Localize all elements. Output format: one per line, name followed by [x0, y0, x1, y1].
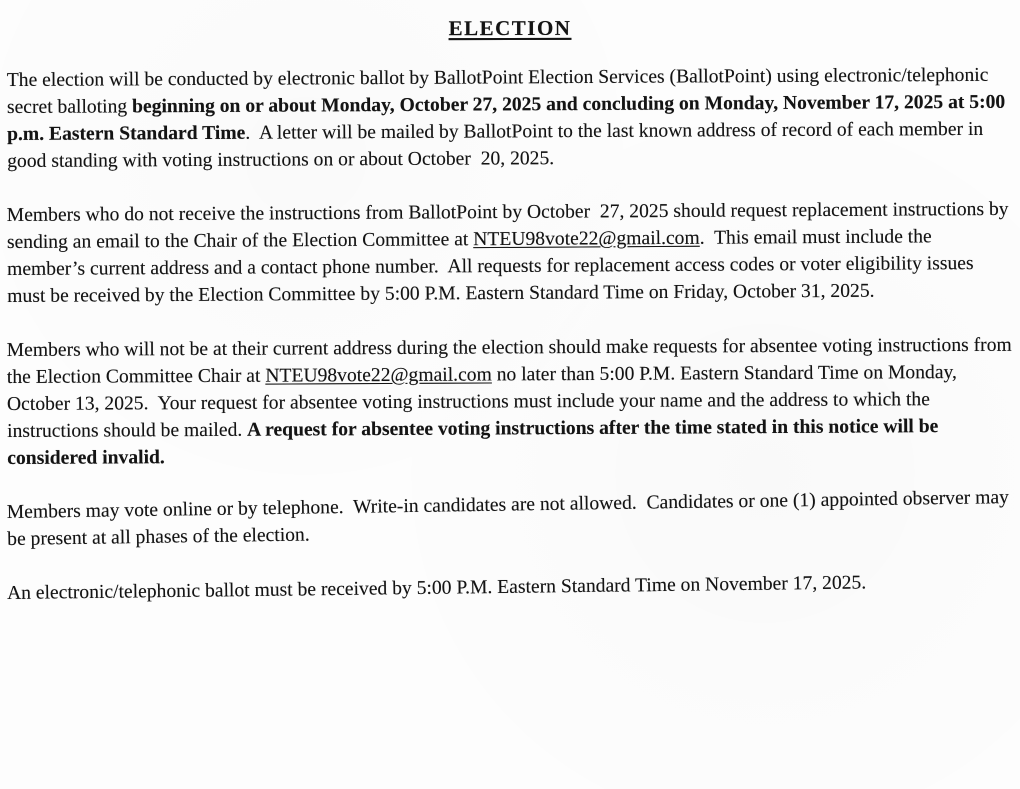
text-segment: no later than 5:00 P.M. Eastern Standard Time on Monday, October 13, 2025. Your request for absentee voting instructions must include your name and the address to which the instructions should be mailed.	[6, 362, 962, 442]
text-segment: A request for absentee voting instructions after the time stated in this notice will be considered invalid.	[7, 416, 944, 469]
paragraph	[7, 62, 1014, 175]
text-segment: beginning on or about Monday, October 27, 2025 and concluding on Monday, November 17, 2025 at 5:00 p.m. Eastern Standard Time	[7, 91, 1011, 145]
paragraph	[7, 568, 1013, 607]
text-segment: Members may vote online or by telephone. Write-in candidates are not allowed. Candidates or one (1) appointed observer may be present at all phases of the election.	[6, 487, 1014, 550]
text-segment: An electronic/telephonic ballot must be received by 5:00 P.M. Eastern Standard Time on November 17, 2025.	[6, 572, 867, 604]
paragraph	[7, 484, 1014, 553]
email-address: NTEU98vote22@gmail.com	[473, 227, 700, 251]
text-segment: Members who do not receive the instructions from BallotPoint by October 27, 2025 should request replacement instructions by sending an email to the Chair of the Election Committee at	[6, 198, 1014, 254]
document-body	[6, 64, 1017, 607]
paragraph	[6, 332, 1017, 472]
text-segment: Members who will not be at their current address during the election should make requests for absentee voting instructions from the Election Committee Chair at	[6, 334, 1017, 389]
document-title: ELECTION	[448, 15, 572, 41]
text-segment: . A letter will be mailed by BallotPoint to the last known address of record of each member in good standing with voting instructions on or about October 20, 2025.	[7, 118, 989, 172]
paragraph	[7, 196, 1014, 310]
text-segment: . This email must include the member’s current address and a contact phone number. All requests for replacement access codes or voter eligibility issues must be received by the Election Committee by 5:00 P.M. Eastern Standard Time on Friday, October 31, 2025.	[7, 226, 979, 307]
text-segment: The election will be conducted by electronic ballot by BallotPoint Election Services (BallotPoint) using electronic/telephonic secret balloting	[6, 64, 994, 119]
email-address: NTEU98vote22@gmail.com	[265, 364, 492, 387]
